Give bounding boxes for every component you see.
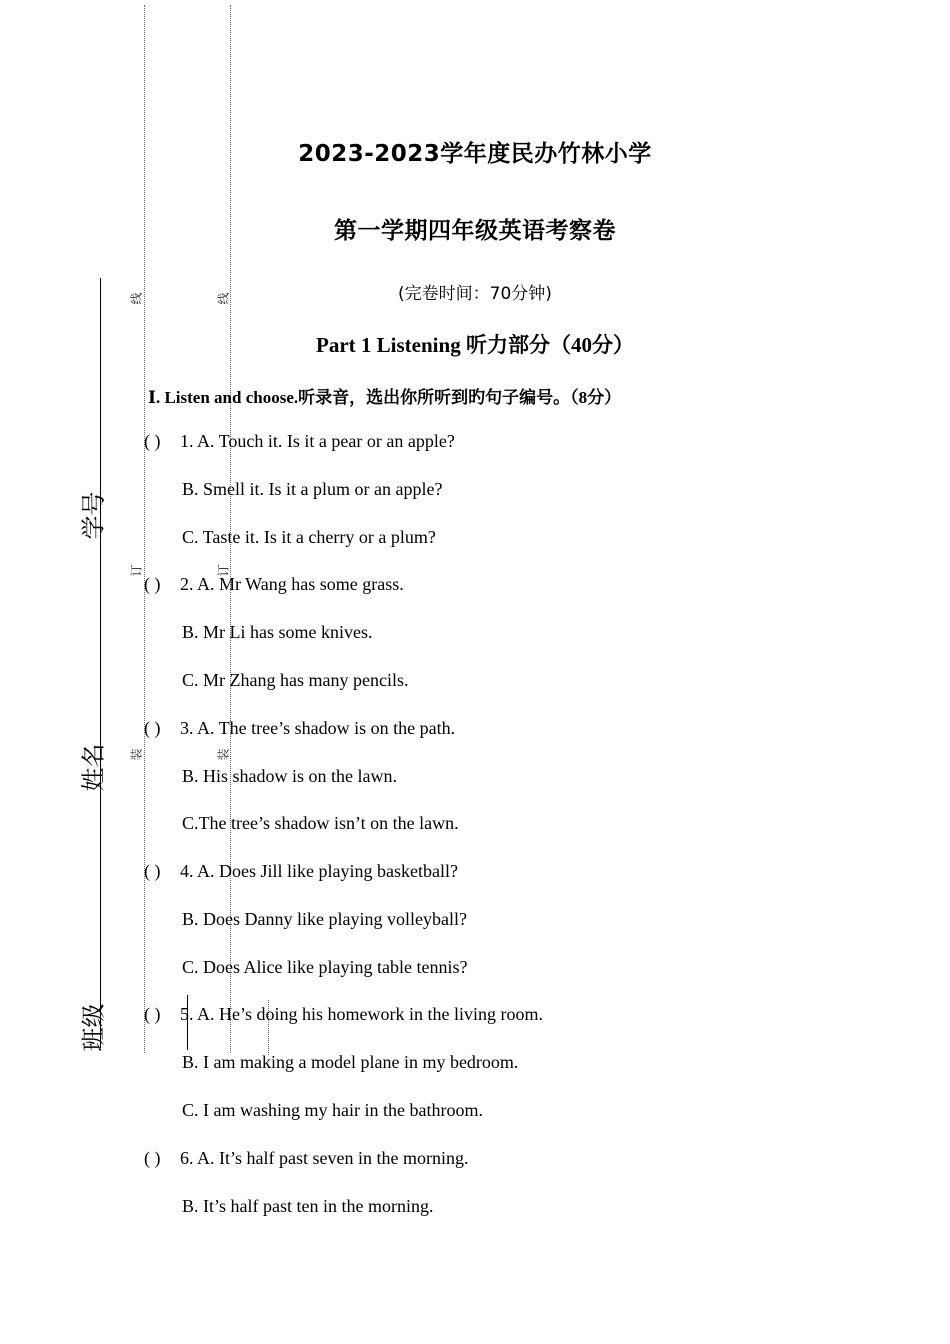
binding-mark-ding-left: 订 [129,564,144,577]
question-5-option-c: C. I am washing my hair in the bathroom. [182,1100,483,1120]
answer-blank[interactable]: ( ) [144,431,161,451]
question-4-option-b: B. Does Danny like playing volleyball? [182,909,467,929]
student-name-label: 姓名 [79,743,108,792]
answer-blank[interactable]: ( ) [144,574,161,594]
question-1-option-c: C. Taste it. Is it a cherry or a plum? [182,527,436,547]
question-6-option-b: B. It’s half past ten in the morning. [182,1196,434,1216]
exam-title-line1: 2023-2023学年度民办竹林小学 [298,141,652,167]
binding-mark-ding-right: 订 [216,564,231,577]
part1-heading: Part 1 Listening 听力部分（40分） [316,333,634,357]
question-3-option-b: B. His shadow is on the lawn. [182,766,397,786]
binding-solid-line [100,278,101,1048]
question-5 [144,1004,543,1025]
exam-title-line2: 第一学期四年级英语考察卷 [334,218,616,244]
binding-mark-xian-right: 线 [216,292,231,305]
binding-mark-zhuang-left: 装 [129,748,144,761]
question-1 [144,431,455,452]
exam-time-note: (完卷时间：70分钟) [398,284,552,304]
question-3-option-c: C.The tree’s shadow isn’t on the lawn. [182,813,459,833]
class-label: 班级 [79,1003,108,1052]
answer-blank[interactable]: ( ) [144,861,161,881]
question-3 [144,718,455,739]
question-stem: 3. A. The tree’s shadow is on the path. [180,718,456,738]
question-stem: 5. A. He’s doing his homework in the living room. [180,1004,543,1024]
question-4-option-c: C. Does Alice like playing table tennis? [182,957,468,977]
question-stem: 4. A. Does Jill like playing basketball? [180,861,458,881]
question-6 [144,1148,468,1169]
answer-blank[interactable]: ( ) [144,1148,161,1168]
answer-blank[interactable]: ( ) [144,718,161,738]
question-2-option-c: C. Mr Zhang has many pencils. [182,670,409,690]
section1-instruction: Ⅰ. Listen and choose.听录音，选出你所听到旳句子编号。（8分） [148,388,622,407]
question-1-option-b: B. Smell it. Is it a plum or an apple? [182,479,443,499]
answer-blank[interactable]: ( ) [144,1004,161,1024]
question-stem: 2. A. Mr Wang has some grass. [180,574,404,594]
question-2-option-b: B. Mr Li has some knives. [182,622,373,642]
student-number-label: 学号 [79,491,108,540]
question-2 [144,574,404,595]
question-4 [144,861,458,882]
question-5-option-b: B. I am making a model plane in my bedroom. [182,1052,519,1072]
binding-mark-zhuang-right: 装 [216,748,231,761]
binding-mark-xian-left: 线 [129,292,144,305]
question-stem: 6. A. It’s half past seven in the morning. [180,1148,469,1168]
question-stem: 1. A. Touch it. Is it a pear or an apple? [180,431,455,451]
